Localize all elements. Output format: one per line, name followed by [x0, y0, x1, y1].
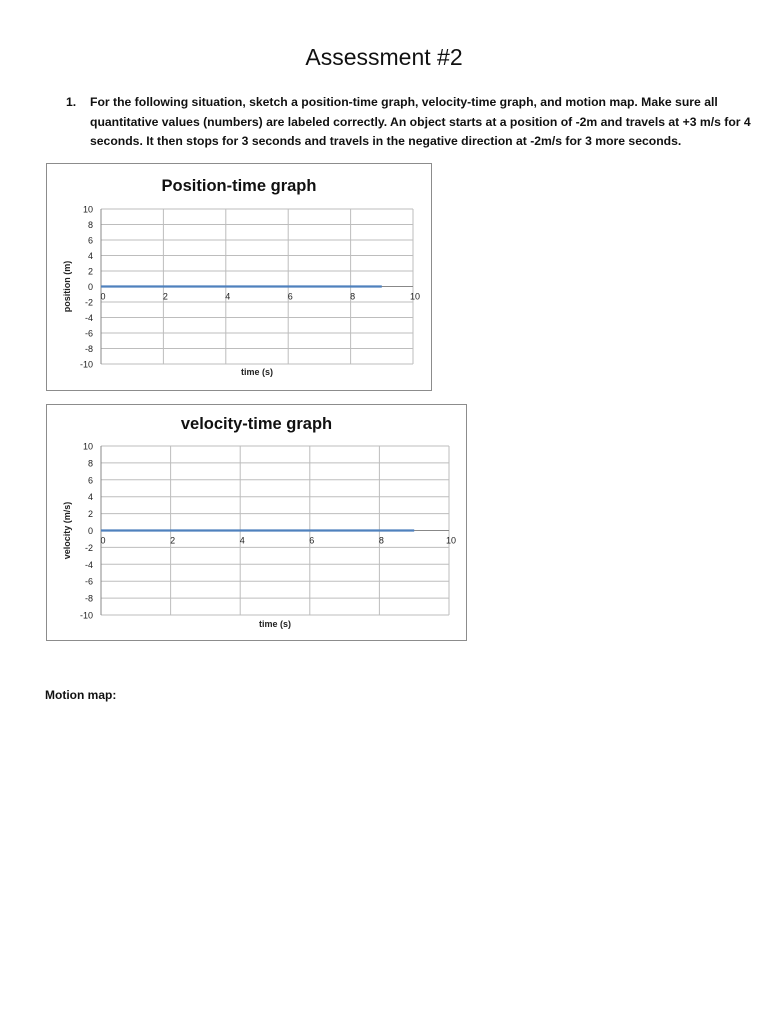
chart-title: velocity-time graph [180, 415, 333, 433]
x-tick-label: 2 [162, 291, 168, 302]
motion-map-label: Motion map: [45, 688, 117, 702]
x-tick-label: 6 [309, 535, 315, 546]
y-tick-label: -4 [84, 559, 93, 570]
x-tick-label: 8 [350, 291, 356, 302]
x-tick-label: 2 [170, 535, 176, 546]
y-tick-label: 8 [87, 458, 93, 469]
y-tick-label: -4 [84, 313, 93, 323]
y-tick-label: 2 [87, 266, 93, 277]
x-axis-label: time (s) [258, 619, 292, 629]
y-axis-label: velocity (m/s) [62, 501, 72, 560]
x-tick-label: 4 [239, 535, 245, 546]
y-tick-label: -2 [84, 542, 93, 553]
y-tick-label: -2 [84, 297, 93, 308]
y-tick-label: 10 [82, 204, 93, 215]
y-tick-label: 0 [87, 282, 93, 292]
x-axis-label: time (s) [240, 367, 274, 377]
y-tick-label: -6 [84, 576, 93, 587]
y-tick-label: 4 [87, 251, 93, 261]
y-tick-label: -8 [84, 593, 93, 604]
x-tick-label: 10 [445, 535, 457, 546]
y-tick-label: 10 [82, 441, 93, 452]
question-text: For the following situation, sketch a position-time graph, velocity-time graph, and motion map. Make sure all quantitative values (numbers) are labeled correctly. An object starts at a position of -2m and travels at +3 m/s for 4 seconds. It then stops for 3 seconds and travels in the negative direction at -2m/s for 3 more seconds. [90, 95, 751, 148]
y-tick-label: -10 [79, 610, 93, 621]
y-tick-label: 0 [87, 526, 93, 536]
y-tick-label: 8 [87, 220, 93, 230]
x-tick-label: 10 [409, 291, 421, 302]
velocity-time-chart-svg [47, 405, 466, 640]
y-tick-label: -8 [84, 344, 93, 354]
velocity-time-chart [46, 404, 467, 641]
x-tick-label: 4 [225, 291, 231, 302]
y-tick-label: 6 [87, 235, 93, 246]
y-tick-label: 6 [87, 475, 93, 486]
y-axis-label: position (m) [62, 260, 72, 313]
x-tick-label: 0 [100, 291, 106, 302]
page-title: Assessment #2 [305, 44, 463, 70]
question-1 [66, 93, 756, 152]
y-tick-label: -6 [84, 328, 93, 339]
question-number: 1. [66, 95, 77, 109]
y-tick-label: 2 [87, 509, 93, 520]
y-tick-label: -10 [79, 359, 93, 370]
position-time-chart-svg [47, 164, 431, 390]
x-tick-label: 6 [287, 291, 293, 302]
y-tick-label: 4 [87, 492, 93, 503]
position-time-chart [46, 163, 432, 391]
chart-title: Position-time graph [161, 177, 317, 195]
x-tick-label: 8 [378, 535, 384, 546]
x-tick-label: 0 [100, 535, 106, 546]
